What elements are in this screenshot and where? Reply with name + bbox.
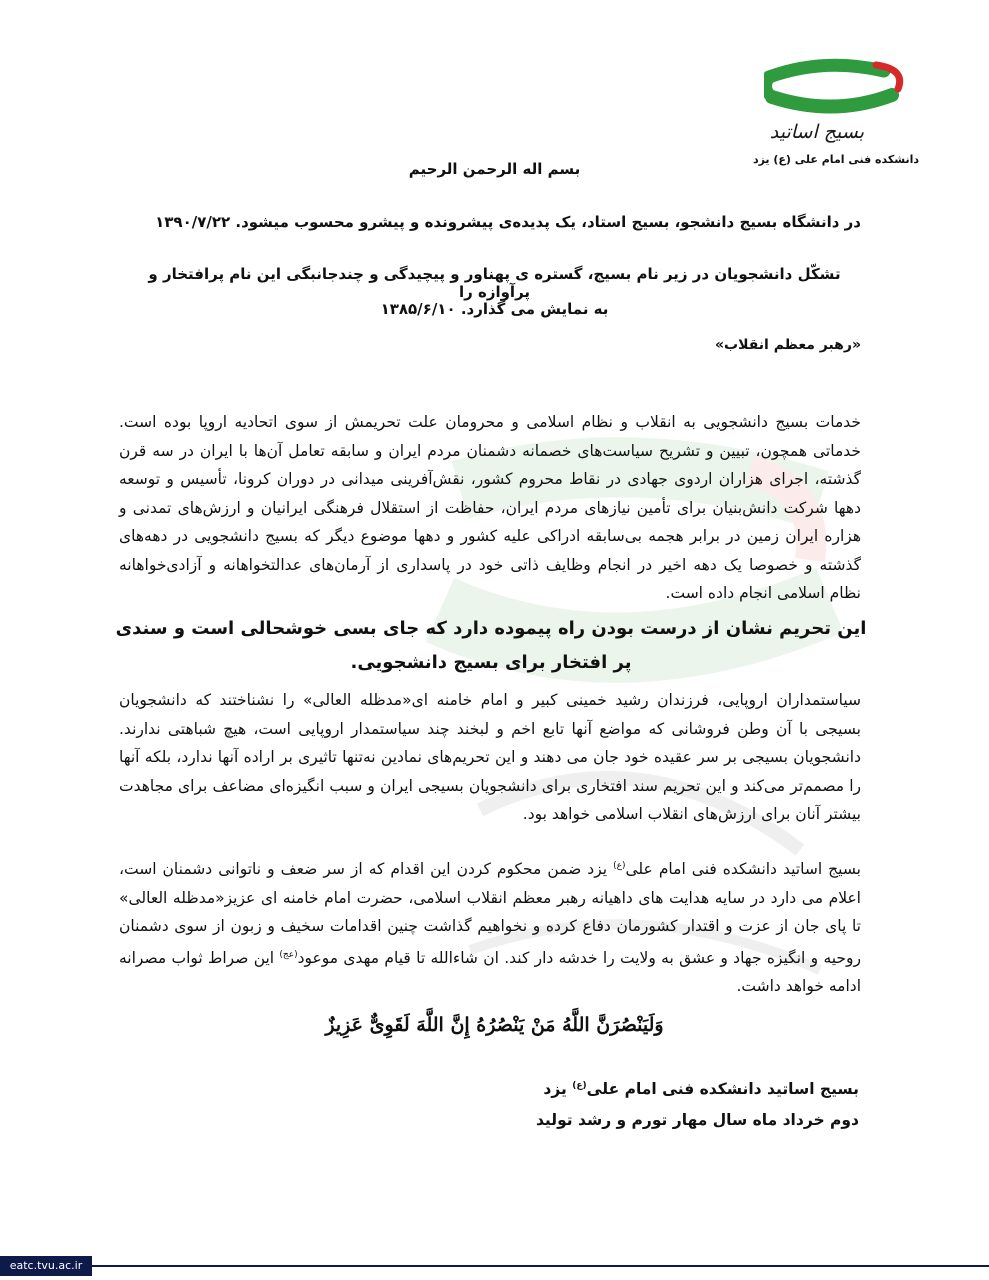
logo-subtitle: دانشکده فنی امام علی (ع) یزد [752,153,919,166]
footer-site-badge[interactable]: eatc.tvu.ac.ir [0,1256,92,1276]
headline-statement: این تحریم نشان از درست بودن راه پیموده دارد که جای بسی خوشحالی است و سندی پر افتخار برای بسیج دانشجویی. [115,618,867,673]
signature-text-a: بسیج اساتید دانشکده فنی امام علی [586,1080,859,1098]
paragraph-3-honorific: (ع) [613,861,626,871]
quran-verse: وَلَیَنْصُرَنَّ اللَّهُ مَنْ یَنْصُرُهُ إِنَّ اللَّهَ لَقَوِیٌّ عَزِیزٌ [325,1014,664,1036]
quote-attribution: «رهبر معظم انقلاب» [714,337,861,353]
paragraph-3-text-c: این صراط ثواب مصرانه ادامه خواهد داشت. [119,948,861,996]
signature-line-1 [543,1080,859,1098]
paragraph-3 [119,852,861,1001]
paragraph-3-honorific-2: (عج) [279,949,298,960]
paragraph-2: سیاستمداران اروپایی، فرزندان رشید خمینی کبیر و امام خامنه ای«مدظله العالی» را نشناختند که دانشجویان بسیجی با آن وطن فروشانی که مواضع آنها تابع اخم و لبخند چند سیاستمدار اروپایی است، هیچ شباهتی ندارند. دانشجویان بسیجی بر سر عقیده خود جان می دهند و این تحریم‌های نمادین نه‌تنها تاثیری بر اراده آنها ندارد، بلکه آنها را مصمم‌تر می‌کند و این تحریم سند افتخاری برای دانشجویان بسیجی ایران و سبب انگیزه‌ای مضاعف برای مجاهدت بیشتر آنان برای ارزش‌های انقلاب اسلامی خواهد بود. [119,691,861,823]
paragraph-3-text-a: بسیج اساتید دانشکده فنی امام علی [625,860,861,879]
signature-honorific: (ع) [572,1080,587,1091]
basmala-heading: بسم اله الرحمن الرحیم [408,160,581,178]
paragraph-3-text-b: یزد ضمن محکوم کردن این اقدام که از سر ضعف و ناتوانی دشمنان است، اعلام می دارد در سایه هدایت های داهیانه رهبر معظم انقلاب اسلامی، حضرت امام خامنه ای عزیز«مدظله العالی» تا پای جان از عزت و اقتدار کشورمان دفاع کرده و نخواهیم گذاشت چنین اقدامات سخیف و زبون از سوی دشمنان روحیه و انگیزه جهاد و عشق به ولایت را خدشه دار کند. ان شاءالله تا قیام مهدی موعود [119,860,861,967]
footer-bar [0,1240,989,1280]
signature-text-b: یزد [543,1080,573,1098]
leader-quote-2-line2: به نمایش می گذارد. ۱۳۸۵/۶/۱۰ [380,300,609,318]
footer-divider [90,1265,989,1267]
paragraph-1: خدمات بسیج دانشجویی به انقلاب و نظام اسلامی و محرومان علت تحریمش از سوی اتحادیه اروپا بوده است. خدماتی همچون، تبیین و تشریح سیاست‌های خصمانه دشمنان مردم ایران و سابقه تعامل آن‌ها با ایران در سه قرن گذشته، اجرای هزاران اردوی جهادی در نقاط محروم کشور، نقش‌آفرینی میدانی در دوران کرونا، تأسیس و توسعه دهها شرکت دانش‌بنیان برای تأمین نیازهای مردم ایران، حفاظت از استقلال فرهنگی ایرانیان و ارزش‌های تمدنی و هزاره ایران زمین در برابر هجمه بی‌سابقه ادراکی علیه کشور و دهها موضوع دیگر که بسیج دانشجویی در دهه‌های گذشته و خصوصا یک دهه اخیر در انجام وظایف ذاتی خود در پاسداری از آرمان‌های عدالتخواهانه و آزادی‌خواهانه نظام اسلامی انجام داده است. [119,413,861,602]
leader-quote-2-line1: تشکّل دانشجویان در زیر نام بسیج، گستره ی پهناور و پیچیدگی و چندجانبگی این نام پرافتخار و پرآوازه را [148,265,841,301]
logo-swoosh-icon [764,55,914,125]
organization-logo [749,55,919,175]
leader-quote-1: در دانشگاه بسیج دانشجو، بسیج استاد، یک پدیده‌ی پیشرونده و پیشرو محسوب میشود. ۱۳۹۰/۷/۲۲ [155,213,861,231]
signature-date: دوم خرداد ماه سال مهار تورم و رشد تولید [535,1111,859,1129]
logo-script-text: بسیج اساتید [769,121,864,143]
